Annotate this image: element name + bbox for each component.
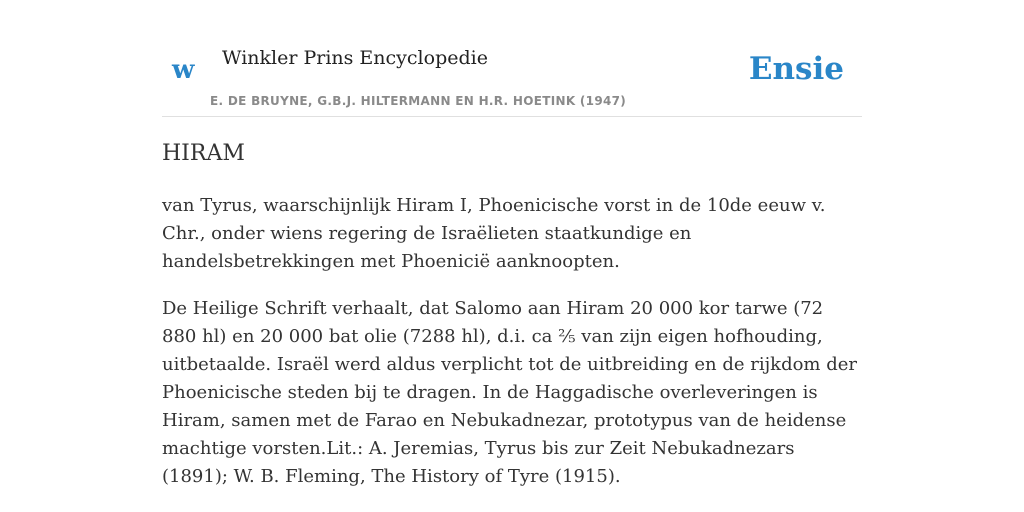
ensie-brand-logo[interactable]: Ensie [748, 51, 844, 87]
publication-title[interactable]: Winkler Prins Encyclopedie [222, 47, 488, 69]
article-headword: HIRAM [162, 141, 245, 166]
winkler-prins-logo[interactable]: w [172, 55, 195, 85]
article-body [162, 138, 862, 510]
publication-authors: E. DE BRUYNE, G.B.J. HILTERMANN EN H.R. HOETINK (1947) [210, 94, 627, 108]
article-paragraph: De Heilige Schrift verhaalt, dat Salomo aan Hiram 20 000 kor tarwe (72 880 hl) en 20 000 bat olie (7288 hl), d.i. ca ⅖ van zijn eigen hofhouding, uitbetaalde. Israël werd aldus verplicht tot de uitbreiding en de rijkdom der Phoenicische steden bij te dragen. In de Haggadische overleveringen is Hiram, samen met de Farao en Nebukadnezar, prototypus van de heidense machtige vorsten.Lit.: A. Jeremias, Tyrus bis zur Zeit Nebukadnezars (1891); W. B. Fleming, The History of Tyre (1915). [162, 298, 858, 487]
page-header [162, 0, 862, 117]
article-paragraph: van Tyrus, waarschijnlijk Hiram I, Phoenicische vorst in de 10de eeuw v. Chr., onder wiens regering de Israëlieten staatkundige en handelsbetrekkingen met Phoenicië aanknoopten. [162, 195, 826, 272]
